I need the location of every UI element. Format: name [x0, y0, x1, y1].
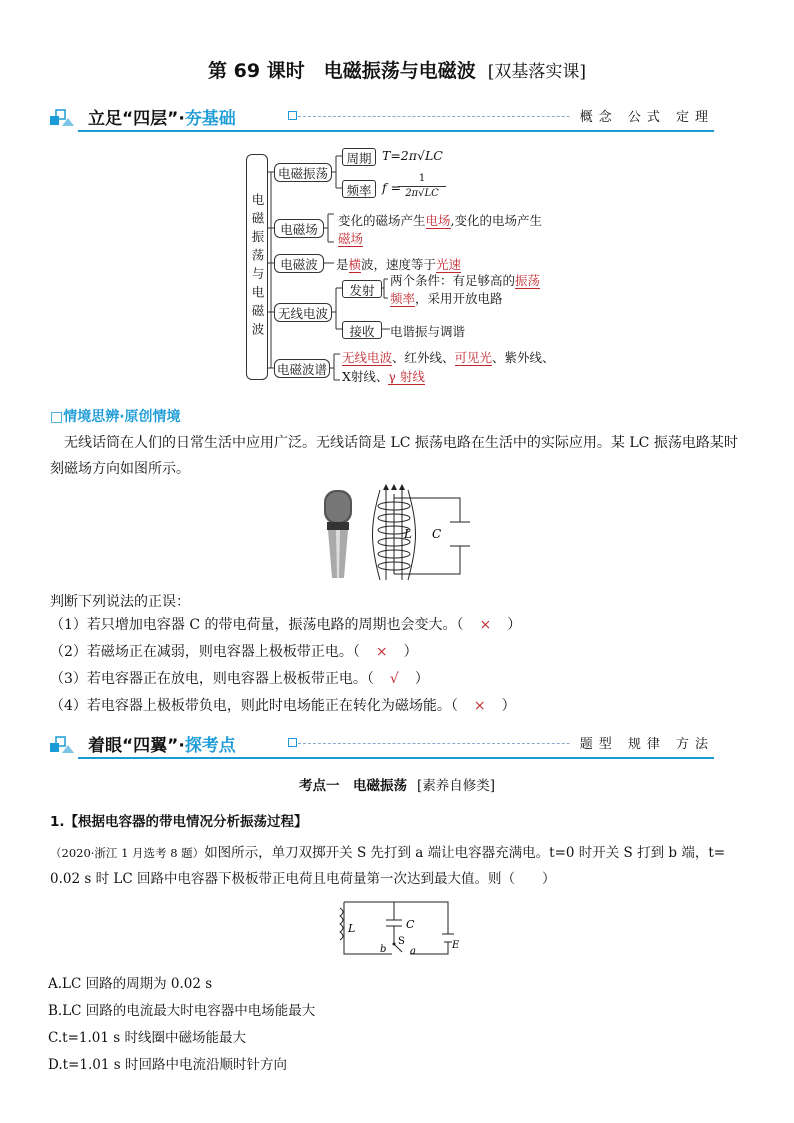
q1-options: [48, 972, 748, 1080]
answer-mark: √: [389, 671, 399, 687]
freq-lhs: f =: [382, 180, 402, 195]
label-C: C: [432, 527, 442, 541]
mind-map-root: 电磁振荡与电磁波: [246, 154, 268, 380]
fig-C: C: [406, 918, 415, 931]
fig-b: b: [380, 944, 387, 955]
section-header-2: [48, 729, 714, 757]
scene-ask: 判断下列说法的正误：: [50, 594, 190, 610]
node-em-field: 电磁场: [274, 219, 324, 238]
fig-E: E: [452, 940, 460, 951]
option-item: A.LC 回路的周期为 0.02 s: [48, 976, 213, 992]
em-wave-text: 是横波，速度等于光速: [336, 257, 462, 272]
option-item: D.t=1.01 s 时回路中电流沿顺时针方向: [48, 1057, 287, 1073]
node-radio-wave: 无线电波: [274, 303, 332, 322]
square-icon: [288, 738, 297, 747]
section-tags: 题型 规律 方法: [570, 733, 714, 752]
fig-S: S: [398, 936, 405, 947]
answer-mark: ×: [479, 617, 492, 633]
option-item: C.t=1.01 s 时线圈中磁场能最大: [48, 1030, 246, 1046]
judgement-item: （2）若磁场正在减弱，则电容器上极板带正电。（ × ）: [50, 644, 418, 660]
judgement-item: （1）若只增加电容器 C 的带电荷量，振荡电路的周期也会变大。（ × ）: [50, 617, 522, 633]
section-title: 立足“四层”·夯基础: [88, 109, 236, 129]
section-tags: 概念 公式 定理: [570, 106, 714, 125]
microphone-icon: [324, 490, 352, 578]
q1-circuit-figure: [330, 894, 470, 964]
label-L: L: [404, 527, 412, 541]
transmit-text: 两个条件：有足够高的振荡 频率，采用开放电路: [390, 273, 541, 306]
section-icon: [48, 106, 78, 128]
topic-heading: 考点一 电磁振荡 [素养自修类]: [298, 778, 496, 794]
microphone-lc-figure: [310, 484, 480, 584]
section-header-1: [48, 102, 714, 130]
square-icon: [288, 111, 297, 120]
node-em-spectrum: 电磁波谱: [274, 359, 330, 378]
node-em-wave: 电磁波: [274, 254, 324, 273]
option-item: B.LC 回路的电流最大时电容器中电场能最大: [48, 1003, 316, 1019]
receive-text: 电谐振与调谐: [390, 324, 466, 339]
node-transmit: 发射: [342, 280, 382, 298]
q1-stem: （2020·浙江 1 月选考 8 题）如图所示，单刀双掷开关 S 先打到 a 端让电容器充满电。t=0 时开关 S 打到 b 端，t= 0.02 s 时 LC 回路中电容器下极板带正电荷且电荷量第一次达到最大值。则（ ）: [50, 845, 726, 887]
answer-mark: ×: [375, 644, 388, 660]
fig-a: a: [410, 946, 416, 957]
section-icon: [48, 733, 78, 755]
mind-map: [244, 148, 580, 384]
title-sub: [双基落实课]: [487, 62, 586, 82]
em-field-text: 变化的磁场产生电场,变化的电场产生 磁场: [338, 213, 543, 246]
node-frequency: 频率: [342, 180, 376, 198]
section-title: 着眼“四翼”·探考点: [88, 736, 236, 756]
answer-mark: ×: [473, 698, 486, 714]
freq-den: 2π√LC: [405, 188, 439, 199]
page-title: [0, 56, 794, 83]
scene-intro: 无线话筒在人们的日常生活中应用广泛。无线话筒是 LC 振荡电路在生活中的实际应用。某 LC 振荡电路某时刻磁场方向如图所示。: [50, 435, 738, 477]
freq-num: 1: [418, 173, 426, 184]
node-em-oscillation: 电磁振荡: [274, 163, 332, 182]
judgement-item: （4）若电容器上极板带负电，则此时电场能正在转化为磁场能。（ × ）: [50, 698, 516, 714]
period-formula: T=2π√LC: [382, 148, 443, 163]
node-receive: 接收: [342, 321, 382, 339]
judgement-list: [50, 614, 750, 722]
fig-L: L: [348, 922, 356, 935]
spectrum-text: 无线电波、红外线、可见光、紫外线、 X射线、γ 射线: [342, 350, 555, 384]
judgement-item: （3）若电容器正在放电，则电容器上极板带正电。（ √ ）: [50, 671, 429, 687]
node-period: 周期: [342, 148, 376, 166]
scene-head: □情境思辨·原创情境: [50, 409, 181, 425]
q1-head: 1.【根据电容器的带电情况分析振荡过程】: [50, 814, 308, 830]
title-main: 第 69 课时 电磁振荡与电磁波: [208, 60, 476, 82]
